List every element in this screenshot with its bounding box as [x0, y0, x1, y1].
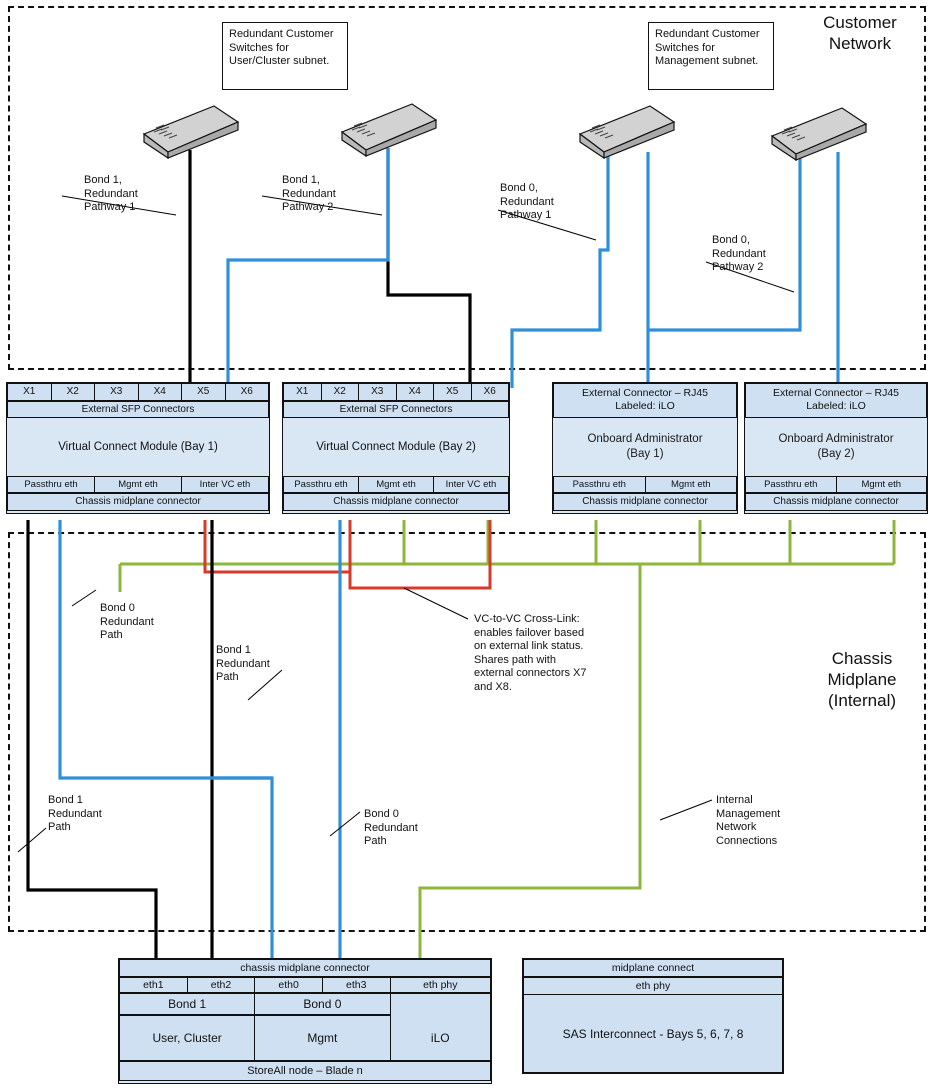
- vc1-port-x3[interactable]: X3: [94, 383, 138, 401]
- sas-eth-phy: eth phy: [523, 977, 783, 995]
- label-bond1-redundant-path-2: [48, 794, 140, 835]
- chassis-label-line2: Midplane: [827, 670, 897, 689]
- sas-title: SAS Interconnect - Bays 5, 6, 7, 8: [523, 995, 783, 1073]
- label-line: Internal: [716, 794, 753, 806]
- vc1-port-x5[interactable]: X5: [181, 383, 225, 401]
- vc1-port-x6[interactable]: X6: [225, 383, 270, 401]
- vc2-inter-vc-eth[interactable]: Inter VC eth: [433, 476, 509, 493]
- oa2-title-line2: (Bay 2): [817, 448, 855, 460]
- label-line: Management: [716, 807, 781, 820]
- storeall-node-blade[interactable]: [118, 958, 492, 1084]
- label-bond1-pathway1: [84, 174, 180, 215]
- oa2-sub-row: [745, 476, 927, 493]
- label-line: Pathway 1: [500, 209, 552, 221]
- label-line: Bond 0,: [500, 182, 538, 194]
- vc1-port-row: [7, 383, 269, 401]
- callout-user-cluster-switches: Redundant Customer Switches for User/Cluster subnet.: [222, 22, 348, 90]
- vc2-port-x5[interactable]: X5: [433, 383, 471, 401]
- virtual-connect-module-bay2[interactable]: [282, 382, 510, 514]
- oa2-external-connector-header: [745, 383, 927, 418]
- vc2-port-x4[interactable]: X4: [396, 383, 434, 401]
- label-line: Path: [364, 835, 387, 847]
- label-line: Connections: [716, 834, 778, 847]
- label-bond0-redundant-path-2: [364, 808, 456, 849]
- oa1-header-line2: Labeled: iLO: [615, 400, 675, 412]
- blade-bond0-label: Bond 0: [254, 993, 389, 1015]
- oa2-title-line1: Onboard Administrator: [778, 433, 894, 445]
- oa2-passthru-eth[interactable]: Passthru eth: [745, 476, 836, 493]
- label-bond1-pathway2: [282, 174, 378, 215]
- label-line: Redundant: [282, 187, 336, 200]
- vc1-passthru-eth[interactable]: Passthru eth: [7, 476, 94, 493]
- label-line: Redundant: [100, 615, 154, 628]
- oa1-title-area: [553, 418, 737, 476]
- oa1-chassis-midplane-connector: Chassis midplane connector: [553, 493, 737, 511]
- oa1-title-line2: (Bay 1): [626, 448, 664, 460]
- label-line: Redundant: [48, 807, 102, 820]
- label-line: Path: [216, 671, 239, 683]
- vc1-port-x2[interactable]: X2: [51, 383, 95, 401]
- blade-bond1-label: Bond 1: [119, 993, 254, 1015]
- oa2-mgmt-eth[interactable]: Mgmt eth: [836, 476, 928, 493]
- vc1-external-sfp-bar: External SFP Connectors: [7, 401, 269, 418]
- label-bond0-pathway2: [712, 234, 808, 275]
- blade-eth0[interactable]: eth0: [254, 977, 322, 993]
- onboard-administrator-bay1[interactable]: [552, 382, 738, 514]
- blade-eth2[interactable]: eth2: [187, 977, 255, 993]
- blade-ilo-spacer: [390, 993, 491, 1015]
- label-line: Bond 1: [48, 794, 83, 806]
- vc2-sub-row: [283, 476, 509, 493]
- label-line: Bond 0: [100, 602, 135, 614]
- vc2-chassis-midplane-connector: Chassis midplane connector: [283, 493, 509, 511]
- blade-user-cluster: User, Cluster: [119, 1015, 254, 1061]
- label-bond1-redundant-path-1: [216, 644, 308, 685]
- label-line: Bond 0,: [712, 234, 750, 246]
- vc1-sub-row: [7, 476, 269, 493]
- vc1-mgmt-eth[interactable]: Mgmt eth: [94, 476, 181, 493]
- callout-vc-cross-link: VC-to-VC Cross-Link: enables failover based on external link status. Shares path with external connectors X7 and X8.: [468, 608, 604, 714]
- label-line: Pathway 1: [84, 201, 136, 213]
- label-line: Path: [100, 629, 123, 641]
- label-line: Path: [48, 821, 71, 833]
- blade-mgmt: Mgmt: [254, 1015, 389, 1061]
- label-line: Pathway 2: [712, 261, 764, 273]
- blade-chassis-midplane-connector: chassis midplane connector: [119, 959, 491, 977]
- label-line: Bond 1,: [84, 174, 122, 186]
- vc1-inter-vc-eth[interactable]: Inter VC eth: [181, 476, 269, 493]
- sas-interconnect[interactable]: [522, 958, 784, 1074]
- oa1-mgmt-eth[interactable]: Mgmt eth: [645, 476, 738, 493]
- vc2-passthru-eth[interactable]: Passthru eth: [283, 476, 358, 493]
- label-line: Redundant: [84, 187, 138, 200]
- label-line: Bond 1: [216, 644, 251, 656]
- vc2-external-sfp-bar: External SFP Connectors: [283, 401, 509, 418]
- vc1-title-area: [7, 418, 269, 476]
- vc2-port-x3[interactable]: X3: [358, 383, 396, 401]
- oa2-header-line1: External Connector – RJ45: [772, 387, 900, 399]
- label-line: Bond 1,: [282, 174, 320, 186]
- blade-eth3[interactable]: eth3: [322, 977, 390, 993]
- blade-ilo: iLO: [390, 1015, 491, 1061]
- oa2-chassis-midplane-connector: Chassis midplane connector: [745, 493, 927, 511]
- onboard-administrator-bay2[interactable]: [744, 382, 928, 514]
- chassis-label-line1: Chassis: [831, 649, 893, 668]
- oa1-title-line1: Onboard Administrator: [587, 433, 703, 445]
- label-bond0-pathway1: [500, 182, 596, 223]
- switch-icon-management-2: [770, 100, 868, 162]
- vc2-port-x6[interactable]: X6: [471, 383, 510, 401]
- customer-network-label-line2: Network: [828, 34, 892, 53]
- label-line: Pathway 2: [282, 201, 334, 213]
- chassis-label-line3: (Internal): [827, 691, 897, 710]
- callout-management-switches: Redundant Customer Switches for Management subnet.: [648, 22, 774, 90]
- vc2-port-x2[interactable]: X2: [321, 383, 359, 401]
- oa1-external-connector-header: [553, 383, 737, 418]
- oa2-header-line2: Labeled: iLO: [806, 400, 866, 412]
- switch-icon-user-cluster-2: [340, 96, 438, 158]
- vc2-port-row: [283, 383, 509, 401]
- label-line: Redundant: [364, 821, 418, 834]
- label-line: Bond 0: [364, 808, 399, 820]
- blade-eth-phy: eth phy: [390, 977, 491, 993]
- switch-icon-user-cluster-1: [142, 98, 240, 160]
- label-line: Redundant: [216, 657, 270, 670]
- customer-network-label-line1: Customer: [823, 13, 897, 32]
- vc2-port-x1[interactable]: X1: [283, 383, 321, 401]
- blade-eth1[interactable]: eth1: [119, 977, 187, 993]
- switch-icon-management-1: [578, 98, 676, 160]
- vc2-title-area: [283, 418, 509, 476]
- virtual-connect-module-bay1[interactable]: [6, 382, 270, 514]
- vc1-port-x4[interactable]: X4: [138, 383, 182, 401]
- vc2-mgmt-eth[interactable]: Mgmt eth: [358, 476, 433, 493]
- label-line: Redundant: [500, 195, 554, 208]
- vc2-title: Virtual Connect Module (Bay 2): [316, 441, 476, 453]
- label-line: Network: [716, 821, 757, 833]
- oa1-sub-row: [553, 476, 737, 493]
- label-line: Redundant: [712, 247, 766, 260]
- label-internal-management-network: [716, 794, 822, 848]
- vc1-port-x1[interactable]: X1: [7, 383, 51, 401]
- oa1-header-line1: External Connector – RJ45: [581, 387, 709, 399]
- oa2-title-area: [745, 418, 927, 476]
- blade-footer: StoreAll node – Blade n: [119, 1061, 491, 1081]
- label-bond0-redundant-path-1: [100, 602, 192, 643]
- vc1-chassis-midplane-connector: Chassis midplane connector: [7, 493, 269, 511]
- vc1-title: Virtual Connect Module (Bay 1): [58, 441, 218, 453]
- sas-midplane-connect: midplane connect: [523, 959, 783, 977]
- oa1-passthru-eth[interactable]: Passthru eth: [553, 476, 645, 493]
